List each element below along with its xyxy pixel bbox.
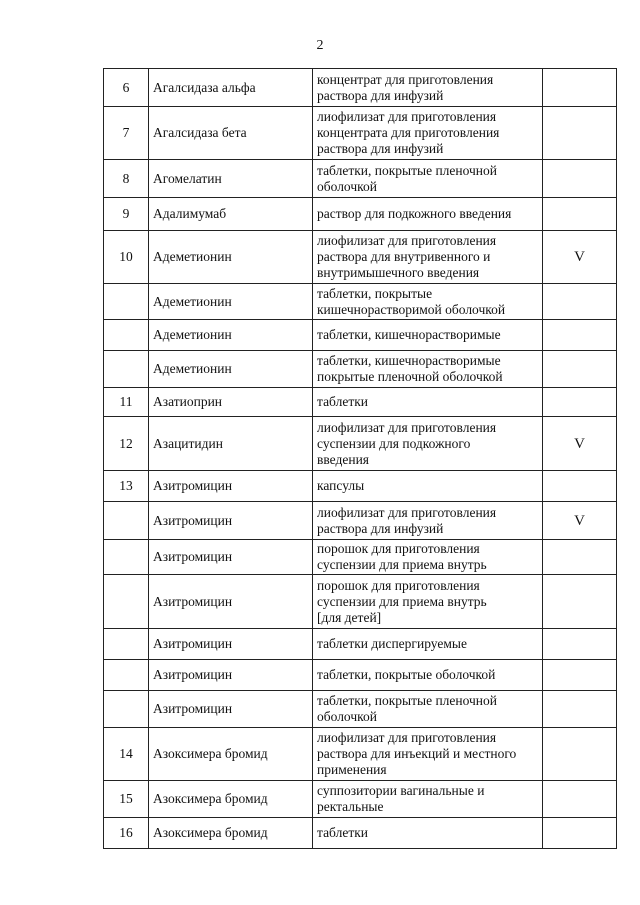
dosage-form-cell: [313, 198, 543, 231]
drug-name: Азитромицин: [153, 593, 233, 609]
dosage-form-cell: [313, 284, 543, 320]
drug-name: Азоксимера бромид: [153, 825, 268, 840]
table-row: [104, 231, 617, 284]
row-number-cell: [104, 320, 149, 351]
drug-name-cell: [149, 284, 313, 320]
table-row: [104, 198, 617, 231]
mark-cell-cell: [543, 818, 617, 849]
dosage-form: лиофилизат для приготовления раствора для инъекций и местного применения: [317, 730, 517, 777]
mark-cell-cell: [543, 320, 617, 351]
dosage-form: таблетки, кишечнорастворимые: [317, 327, 501, 342]
dosage-form: суппозитории вагинальные и ректальные: [317, 783, 485, 814]
table-row: [104, 160, 617, 198]
mark-cell-cell: [543, 351, 617, 388]
table-row: [104, 107, 617, 160]
row-number-cell: [104, 231, 149, 284]
table-row: [104, 284, 617, 320]
dosage-form-cell: [313, 502, 543, 540]
mark-cell: V: [574, 512, 585, 529]
mark-cell-cell: [543, 417, 617, 471]
drug-name-cell: [149, 320, 313, 351]
dosage-form-cell: [313, 540, 543, 575]
row-number-cell: [104, 388, 149, 417]
mark-cell-cell: [543, 728, 617, 781]
row-number-cell: [104, 417, 149, 471]
drug-name-cell: [149, 107, 313, 160]
dosage-form-cell: [313, 417, 543, 471]
row-number-cell: [104, 728, 149, 781]
table-row: [104, 388, 617, 417]
dosage-form-cell: [313, 388, 543, 417]
row-number-cell: [104, 471, 149, 502]
mark-cell-cell: [543, 107, 617, 160]
row-number-cell: [104, 69, 149, 107]
mark-cell-cell: [543, 198, 617, 231]
drug-name: Азоксимера бромид: [153, 791, 268, 806]
drug-name-cell: [149, 351, 313, 388]
drug-name: Азитромицин: [153, 636, 233, 651]
row-number-cell: [104, 540, 149, 575]
drug-name: Адеметионин: [153, 293, 232, 309]
row-number-cell: [104, 502, 149, 540]
row-number-cell: [104, 575, 149, 629]
dosage-form: лиофилизат для приготовления раствора для внутривенного и внутримышечного введения: [317, 233, 497, 280]
drug-name-cell: [149, 781, 313, 818]
dosage-form-cell: [313, 781, 543, 818]
row-number: 16: [119, 825, 133, 840]
row-number-cell: [104, 107, 149, 160]
dosage-form-cell: [313, 471, 543, 502]
drug-name: Азоксимера бромид: [153, 746, 268, 761]
row-number: 14: [119, 746, 133, 761]
dosage-form: лиофилизат для приготовления концентрата для приготовления раствора для инфузий: [317, 109, 500, 156]
drug-name-cell: [149, 198, 313, 231]
drug-name: Азитромицин: [153, 549, 233, 564]
dosage-form-cell: [313, 691, 543, 728]
row-number: 7: [122, 125, 130, 140]
dosage-form: таблетки: [317, 394, 369, 409]
mark-cell-cell: [543, 284, 617, 320]
drug-name-cell: [149, 417, 313, 471]
drug-name: Адеметионин: [153, 327, 232, 342]
mark-cell-cell: [543, 629, 617, 660]
drug-name: Азитромицин: [153, 667, 233, 682]
drug-name-cell: [149, 691, 313, 728]
mark-cell-cell: [543, 660, 617, 691]
table-row: [104, 417, 617, 471]
row-number: 11: [119, 394, 133, 409]
drug-name: Азитромицин: [153, 478, 233, 493]
dosage-form-cell: [313, 320, 543, 351]
row-number: 9: [122, 206, 130, 221]
drug-name: Адалимумаб: [153, 206, 227, 221]
page-number: 2: [316, 38, 324, 53]
mark-cell-cell: [543, 160, 617, 198]
row-number-cell: [104, 160, 149, 198]
row-number-cell: [104, 691, 149, 728]
drug-name-cell: [149, 502, 313, 540]
drug-name-cell: [149, 818, 313, 849]
row-number: 15: [119, 791, 133, 806]
drug-name-cell: [149, 471, 313, 502]
row-number: 6: [122, 79, 130, 95]
dosage-form-cell: [313, 660, 543, 691]
medication-table: [103, 68, 617, 849]
dosage-form: таблетки, кишечнорастворимые покрытые пленочной оболочкой: [317, 353, 503, 384]
dosage-form: раствор для подкожного введения: [317, 206, 512, 221]
mark-cell-cell: [543, 575, 617, 629]
table-row: [104, 728, 617, 781]
drug-name-cell: [149, 629, 313, 660]
table-row: [104, 818, 617, 849]
row-number-cell: [104, 818, 149, 849]
mark-cell-cell: [543, 781, 617, 818]
row-number-cell: [104, 198, 149, 231]
drug-name-cell: [149, 660, 313, 691]
drug-name-cell: [149, 160, 313, 198]
mark-cell-cell: [543, 69, 617, 107]
table-row: [104, 351, 617, 388]
mark-cell-cell: [543, 388, 617, 417]
dosage-form: таблетки, покрытые кишечнорастворимой оболочкой: [317, 285, 506, 317]
drug-name-cell: [149, 728, 313, 781]
mark-cell: V: [574, 435, 585, 452]
row-number: 13: [119, 478, 133, 493]
table-row: [104, 540, 617, 575]
drug-name: Агомелатин: [153, 170, 222, 186]
table-row: [104, 660, 617, 691]
drug-name: Азацитидин: [153, 435, 223, 451]
mark-cell-cell: [543, 231, 617, 284]
dosage-form-cell: [313, 818, 543, 849]
row-number-cell: [104, 284, 149, 320]
row-number-cell: [104, 629, 149, 660]
dosage-form-cell: [313, 69, 543, 107]
dosage-form: лиофилизат для приготовления раствора для инфузий: [317, 504, 497, 536]
dosage-form-cell: [313, 231, 543, 284]
dosage-form: таблетки, покрытые пленочной оболочкой: [317, 693, 498, 724]
dosage-form: концентрат для приготовления раствора для инфузий: [317, 71, 494, 103]
table-row: [104, 691, 617, 728]
row-number-cell: [104, 781, 149, 818]
dosage-form-cell: [313, 351, 543, 388]
dosage-form-cell: [313, 575, 543, 629]
drug-name-cell: [149, 231, 313, 284]
dosage-form: таблетки: [317, 825, 369, 840]
dosage-form: порошок для приготовления суспензии для приема внутрь: [317, 541, 487, 572]
table-row: [104, 471, 617, 502]
drug-name: Адеметионин: [153, 249, 232, 264]
drug-name-cell: [149, 388, 313, 417]
dosage-form-cell: [313, 728, 543, 781]
dosage-form: таблетки диспергируемые: [317, 636, 467, 651]
dosage-form-cell: [313, 107, 543, 160]
mark-cell-cell: [543, 502, 617, 540]
mark-cell: V: [574, 249, 585, 265]
row-number-cell: [104, 351, 149, 388]
dosage-form: капсулы: [317, 478, 365, 493]
drug-name: Азитромицин: [153, 512, 233, 528]
drug-name-cell: [149, 540, 313, 575]
drug-name-cell: [149, 575, 313, 629]
dosage-form: лиофилизат для приготовления суспензии для подкожного введения: [317, 419, 497, 467]
dosage-form: таблетки, покрытые пленочной оболочкой: [317, 162, 498, 194]
drug-name: Азитромицин: [153, 701, 233, 716]
table-row: [104, 320, 617, 351]
row-number: 10: [119, 249, 133, 264]
dosage-form-cell: [313, 160, 543, 198]
table-row: [104, 575, 617, 629]
mark-cell-cell: [543, 691, 617, 728]
table-row: [104, 502, 617, 540]
table-row: [104, 69, 617, 107]
drug-name: Агалсидаза альфа: [153, 79, 256, 95]
drug-name: Агалсидаза бета: [153, 125, 247, 140]
mark-cell-cell: [543, 471, 617, 502]
drug-name: Адеметионин: [153, 361, 232, 376]
dosage-form: таблетки, покрытые оболочкой: [317, 667, 496, 682]
row-number: 8: [122, 170, 130, 186]
dosage-form-cell: [313, 629, 543, 660]
medication-table-body: [104, 69, 617, 849]
drug-name: Азатиоприн: [153, 394, 223, 409]
row-number-cell: [104, 660, 149, 691]
table-row: [104, 781, 617, 818]
dosage-form: порошок для приготовления суспензии для приема внутрь [для детей]: [317, 577, 487, 625]
mark-cell-cell: [543, 540, 617, 575]
row-number: 12: [119, 435, 133, 451]
table-row: [104, 629, 617, 660]
drug-name-cell: [149, 69, 313, 107]
